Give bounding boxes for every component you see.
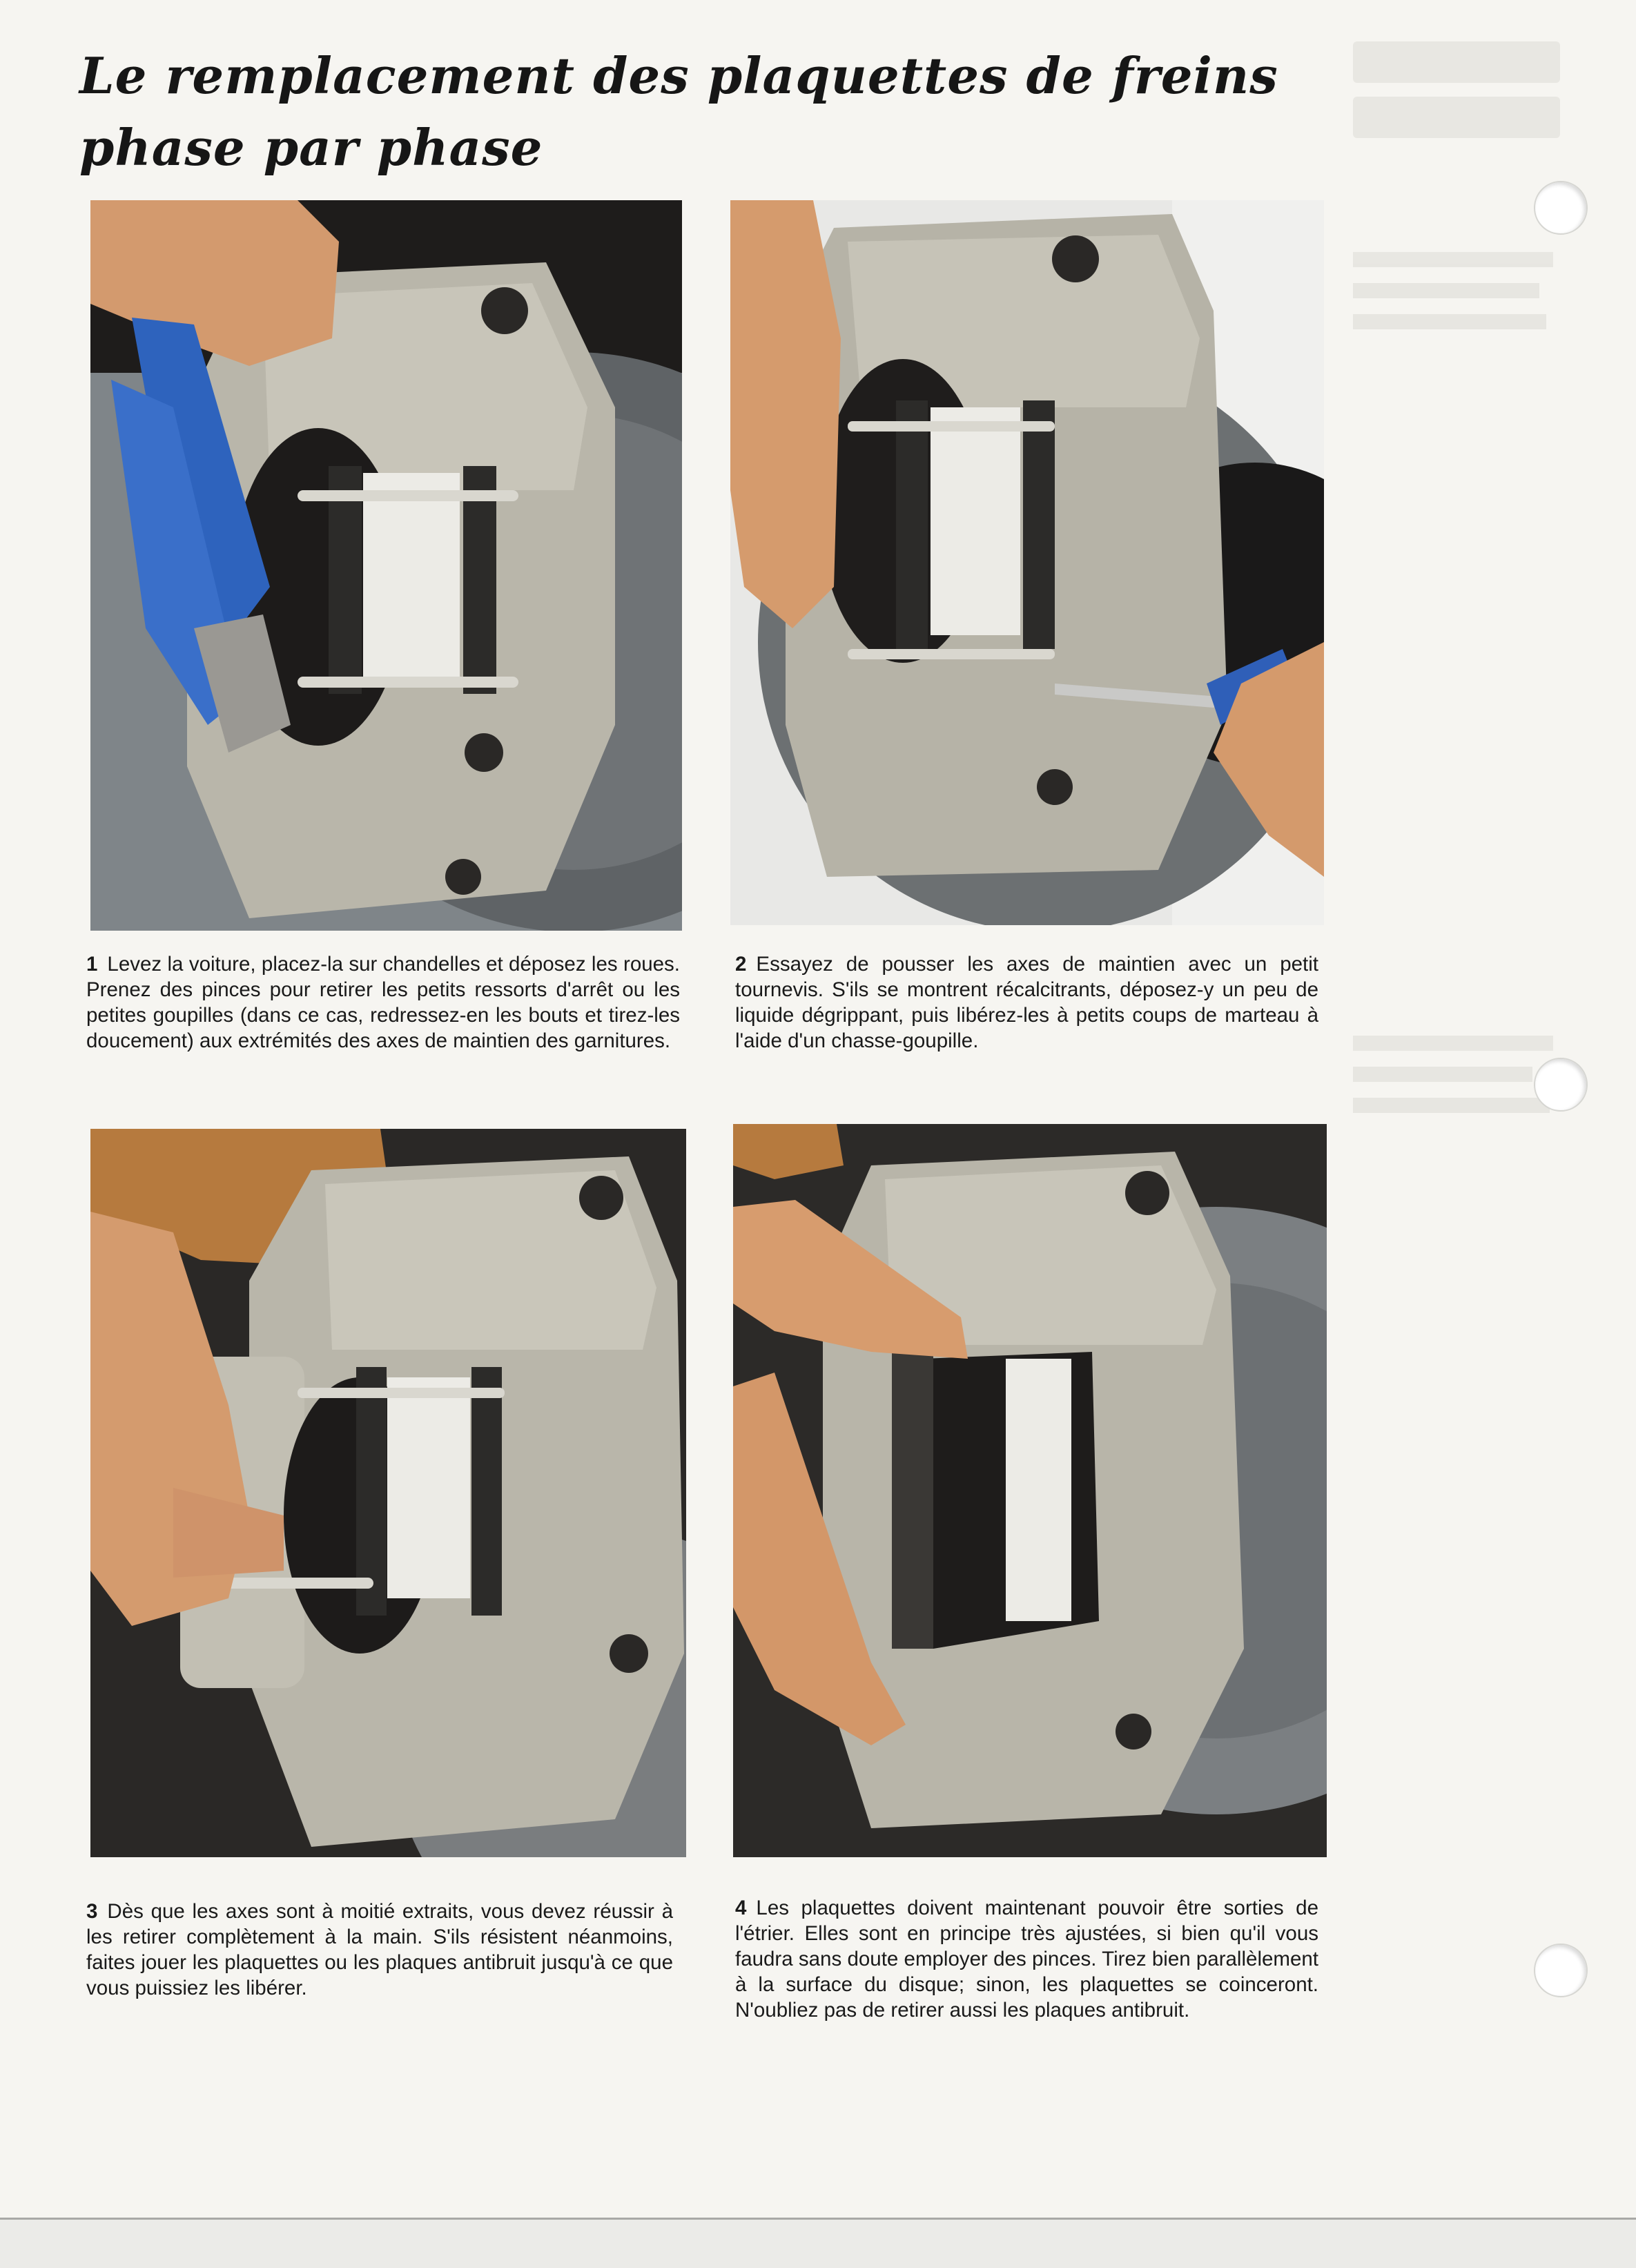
step-text-2: Essayez de pousser les axes de maintien avec un petit tournevis. S'ils se montrent récalcitrants, déposez-y un peu de liquide dégrippant, puis libérez-les à petits coups de marteau à l'aide d'un chasse-goupille. — [735, 953, 1318, 1052]
caption-step-4 — [735, 1895, 1318, 2023]
step-number-1: 1 — [86, 953, 98, 976]
page-bottom-edge — [0, 2218, 1636, 2268]
punch-hole-top — [1534, 181, 1588, 235]
punch-hole-middle — [1534, 1058, 1588, 1112]
step-text-4: Les plaquettes doivent maintenant pouvoir être sorties de l'étrier. Elles sont en principe très ajustées, si bien qu'il vous faudra sans doute employer des pinces. Tirez bien parallèlement à la surface du disque; sinon, les plaquettes se coinceront. N'oubliez pas de retirer aussi les plaques antibruit. — [735, 1897, 1318, 2022]
caption-step-1 — [86, 951, 680, 1054]
photo-step-2 — [730, 200, 1324, 925]
punch-hole-bottom — [1534, 1944, 1588, 1997]
photo-step-3 — [90, 1129, 686, 1857]
photo-step-1 — [90, 200, 682, 931]
step-number-4: 4 — [735, 1897, 747, 1919]
page-title-line-2: phase par phase — [79, 118, 543, 177]
step-text-1: Levez la voiture, placez-la sur chandelles et déposez les roues. Prenez des pinces pour retirer les petits ressorts d'arrêt ou les petites goupilles (dans ce cas, redressez-en les bouts et tirez-les doucement) aux extrémités des axes de maintien des garnitures. — [86, 953, 680, 1052]
photo-step-2-illustration — [730, 200, 1324, 925]
caption-step-3 — [86, 1899, 673, 2001]
page-title-line-1: Le remplacement des plaquettes de freins — [79, 46, 1278, 105]
step-text-3: Dès que les axes sont à moitié extraits, vous devez réussir à les retirer complètement à la main. S'ils résistent néanmoins, faites jouer les plaquettes ou les plaques antibruit jusqu'à ce que vous puissiez les libérer. — [86, 1900, 673, 1999]
page-title — [79, 40, 1278, 184]
step-number-3: 3 — [86, 1900, 98, 1923]
photo-step-1-illustration — [90, 200, 682, 931]
photo-step-3-illustration — [90, 1129, 686, 1857]
photo-step-4 — [733, 1124, 1327, 1857]
step-number-2: 2 — [735, 953, 747, 976]
photo-step-4-illustration — [733, 1124, 1327, 1857]
caption-step-2 — [735, 951, 1318, 1054]
